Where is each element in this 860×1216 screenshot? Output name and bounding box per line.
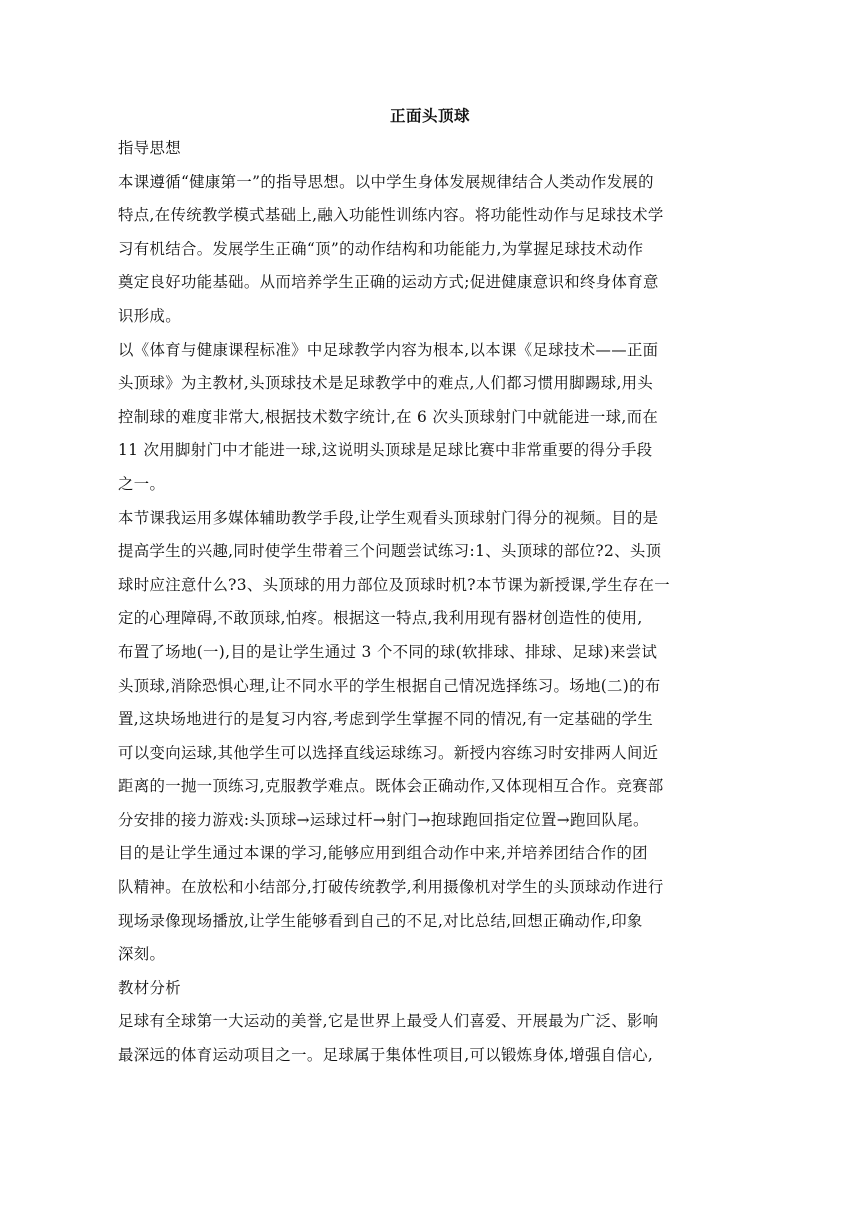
paragraph-line: 深刻。 (118, 945, 166, 964)
paragraph-line: 置,这块场地进行的是复习内容,考虑到学生掌握不同的情况,有一定基础的学生 (118, 710, 654, 729)
paragraph-line: 分安排的接力游戏:头顶球→运球过杆→射门→抱球跑回指定位置→跑回队尾。 (118, 810, 649, 829)
paragraph-line: 球时应注意什么?3、头顶球的用力部位及顶球时机?本节课为新授课,学生存在一 (118, 575, 671, 594)
paragraph-line: 目的是让学生通过本课的学习,能够应用到组合动作中来,并培养团结合作的团 (118, 844, 648, 863)
paragraph-line: 现场录像现场播放,让学生能够看到自己的不足,对比总结,回想正确动作,印象 (118, 911, 643, 930)
section-heading: 教材分析 (118, 978, 181, 997)
document-body (118, 132, 742, 1073)
paragraph-line: 足球有全球第一大运动的美誉,它是世界上最受人们喜爱、开展最为广泛、影响 (118, 1012, 659, 1031)
paragraph-line: 头顶球》为主教材,头顶球技术是足球教学中的难点,人们都习惯用脚踢球,用头 (118, 374, 654, 393)
paragraph-line: 本课遵循“健康第一”的指导思想。以中学生身体发展规律结合人类动作发展的 (118, 172, 654, 191)
paragraph-line: 11 次用脚射门中才能进一球,这说明头顶球是足球比赛中非常重要的得分手段 (118, 441, 653, 460)
paragraph-line: 识形成。 (118, 306, 181, 325)
paragraph-line: 头顶球,消除恐惧心理,让不同水平的学生根据自己情况选择练习。场地(二)的布 (118, 676, 661, 695)
document-title: 正面头顶球 (389, 107, 470, 125)
paragraph-line: 定的心理障碍,不敢顶球,怕疼。根据这一特点,我利用现有器材创造性的使用, (118, 609, 643, 628)
paragraph-line: 最深远的体育运动项目之一。足球属于集体性项目,可以锻炼身体,增强自信心, (118, 1046, 654, 1065)
paragraph-line: 队精神。在放松和小结部分,打破传统教学,利用摄像机对学生的头顶球动作进行 (118, 878, 664, 897)
paragraph-line: 习有机结合。发展学生正确“顶”的动作结构和功能能力,为掌握足球技术动作 (118, 239, 644, 258)
paragraph-line: 距离的一抛一顶练习,克服教学难点。既体会正确动作,又体现相互合作。竞赛部 (118, 777, 664, 796)
paragraph-line: 布置了场地(一),目的是让学生通过 3 个不同的球(软排球、排球、足球)来尝试 (118, 642, 658, 661)
paragraph-line: 本节课我运用多媒体辅助教学手段,让学生观看头顶球射门得分的视频。目的是 (118, 508, 659, 527)
paragraph-line: 特点,在传统教学模式基础上,融入功能性训练内容。将功能性动作与足球技术学 (118, 206, 664, 225)
paragraph-line: 可以变向运球,其他学生可以选择直线运球练习。新授内容练习时安排两人间近 (118, 743, 659, 762)
paragraph-line: 以《体育与健康课程标准》中足球教学内容为根本,以本课《足球技术——正面 (118, 340, 659, 359)
paragraph-line: 之一。 (118, 474, 166, 493)
paragraph-line: 控制球的难度非常大,根据技术数字统计,在 6 次头顶球射门中就能进一球,而在 (118, 407, 659, 426)
document-page (118, 104, 742, 1073)
paragraph-line: 奠定良好功能基础。从而培养学生正确的运动方式;促进健康意识和终身体育意 (118, 273, 659, 292)
paragraph-line: 提高学生的兴趣,同时使学生带着三个问题尝试练习:1、头顶球的部位?2、头顶 (118, 542, 662, 561)
section-heading: 指导思想 (118, 139, 181, 157)
